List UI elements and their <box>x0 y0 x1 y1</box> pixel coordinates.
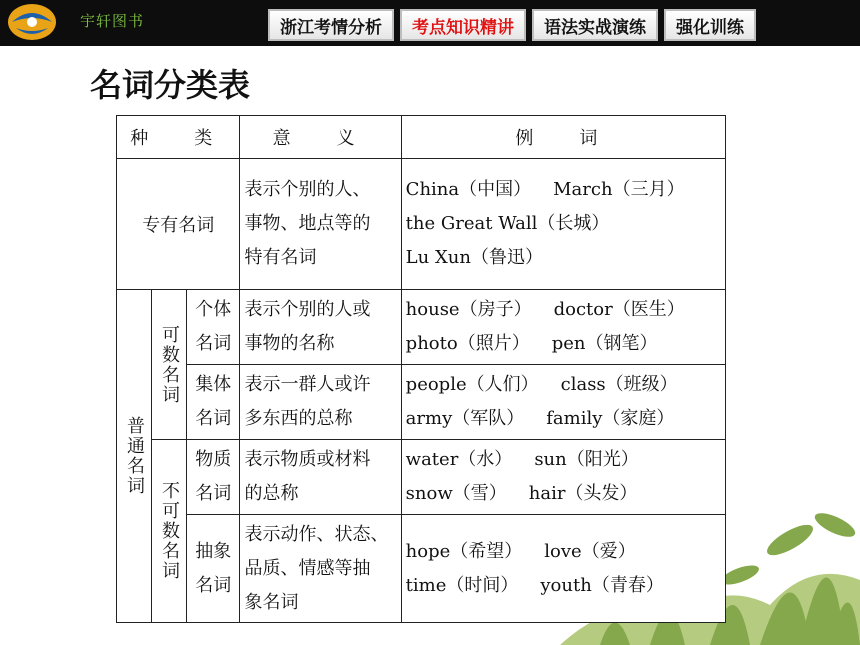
top-bar <box>0 0 860 46</box>
proper-noun-type: 专有名词 <box>117 159 240 290</box>
header-meaning: 意 义 <box>240 116 401 159</box>
table-row <box>117 290 726 365</box>
table-row <box>117 515 726 623</box>
table-header-row <box>117 116 726 159</box>
header-type: 种 类 <box>117 116 240 159</box>
tab-knowledge-points[interactable]: 考点知识精讲 <box>400 9 526 41</box>
abstract-noun-meaning: 表示动作、状态、 品质、情感等抽 象名词 <box>240 515 401 623</box>
proper-noun-examples: China（中国） March（三月） the Great Wall（长城） Lu Xun（鲁迅） <box>401 159 725 290</box>
tab-exam-analysis[interactable]: 浙江考情分析 <box>268 9 394 41</box>
table-row <box>117 159 726 290</box>
material-noun-examples: water（水） sun（阳光） snow（雪） hair（头发） <box>401 440 725 515</box>
logo-icon <box>6 2 58 42</box>
uncountable-noun-label: 不可数名词 <box>152 440 187 623</box>
countable-noun-label: 可数名词 <box>152 290 187 440</box>
collective-noun-examples: people（人们） class（班级） army（军队） family（家庭） <box>401 365 725 440</box>
noun-classification-table <box>116 115 726 623</box>
collective-noun-type: 集体 名词 <box>187 365 240 440</box>
table-row <box>117 440 726 515</box>
brand-name: 宇轩图书 <box>80 12 145 30</box>
material-noun-type: 物质 名词 <box>187 440 240 515</box>
proper-noun-meaning: 表示个别的人、 事物、地点等的 特有名词 <box>240 159 401 290</box>
table-row <box>117 365 726 440</box>
material-noun-meaning: 表示物质或材料 的总称 <box>240 440 401 515</box>
nav-tabs <box>268 9 756 41</box>
tab-grammar-practice[interactable]: 语法实战演练 <box>532 9 658 41</box>
collective-noun-meaning: 表示一群人或许 多东西的总称 <box>240 365 401 440</box>
common-noun-label: 普通名词 <box>117 290 152 623</box>
abstract-noun-type: 抽象 名词 <box>187 515 240 623</box>
individual-noun-type: 个体 名词 <box>187 290 240 365</box>
abstract-noun-examples: hope（希望） love（爱） time（时间） youth（青春） <box>401 515 725 623</box>
page-title: 名词分类表 <box>90 66 251 104</box>
individual-noun-meaning: 表示个别的人或 事物的名称 <box>240 290 401 365</box>
header-examples: 例 词 <box>401 116 725 159</box>
tab-intensive-training[interactable]: 强化训练 <box>664 9 756 41</box>
individual-noun-examples: house（房子） doctor（医生） photo（照片） pen（钢笔） <box>401 290 725 365</box>
